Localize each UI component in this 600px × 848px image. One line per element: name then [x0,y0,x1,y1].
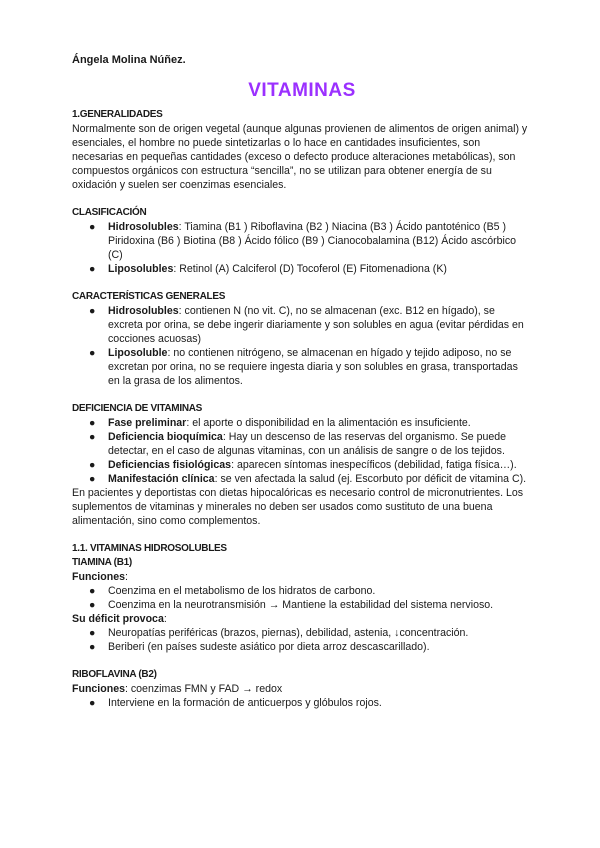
list-item [72,416,532,430]
bullet-icon: ● [89,585,96,597]
list-item-text: Interviene en la formación de anticuerpos y glóbulos rojos. [108,697,382,709]
list-item-text: : contienen N (no vit. C), no se almacenan (exc. B12 en hígado), se excreta por orina, se debe ingerir diariamente y son solubles en agua (evitar pérdidas en cocciones acuosas) [108,305,524,345]
list-item [72,584,532,598]
document-title: VITAMINAS [248,80,356,101]
list-item [72,430,532,458]
list-item-term: Fase preliminar [108,417,187,429]
riboflavina-funciones-line [72,682,532,696]
list-item [72,458,532,472]
bullet-icon: ● [89,305,96,317]
riboflavina-funciones-list [72,696,532,710]
deficit-label: Su déficit provoca [72,613,164,625]
tiamina-funciones-list [72,584,532,612]
bullet-icon: ● [89,599,96,611]
bullet-icon: ● [89,641,96,653]
list-item-text: : Tiamina (B1 ) Riboflavina (B2 ) Niacina (B3 ) Ácido pantoténico (B5 ) Piridoxina (B6 ) Biotina (B8 ) Ácido fólico (B9 ) Cianocobalamina (B12) Ácido ascórbico (C) [108,221,517,261]
list-item-term: Liposolubles [108,263,174,275]
list-item-term: Hidrosolubles [108,305,179,317]
document-body [72,53,532,710]
list-item-text: : se ven afectada la salud (ej. Escorbuto por déficit de vitamina C). [214,473,527,485]
bullet-icon: ● [89,417,96,429]
author-name: Ángela Molina Núñez. [72,54,186,66]
bullet-icon: ● [89,221,96,233]
list-item [72,598,532,612]
list-item-term: Deficiencia bioquímica [108,431,223,443]
subheading-tiamina: TIAMINA (B1) [72,557,132,568]
caracteristicas-list [72,304,532,388]
funciones-label: Funciones [72,683,125,695]
list-item [72,220,532,262]
deficiencia-list [72,416,532,486]
bullet-icon: ● [89,459,96,471]
bullet-icon: ● [89,347,96,359]
bullet-icon: ● [89,697,96,709]
list-item [72,626,532,640]
list-item-term: Manifestación clínica [108,473,215,485]
list-item-term: Deficiencias fisiológicas [108,459,232,471]
funciones-label: Funciones [72,571,125,583]
section-heading-generalidades: 1.GENERALIDADES [72,109,163,120]
list-item-text: : el aporte o disponibilidad en la alimentación es insuficiente. [186,417,471,429]
list-item-text: : aparecen síntomas inespecíficos (debilidad, fatiga física…). [231,459,517,471]
section-heading-caracteristicas: CARACTERÍSTICAS GENERALES [72,291,226,302]
bullet-icon: ● [89,473,96,485]
funciones-text: : coenzimas FMN y FAD → redox [124,683,283,695]
bullet-icon: ● [89,263,96,275]
generalidades-paragraph: Normalmente son de origen vegetal (aunque algunas provienen de alimentos de origen animal) y esenciales, el hombre no puede sintetizarlas o lo hace en cantidades insuficientes, son necesarias en pequeñas cantidades (exceso o defecto produce alteraciones metabólicas), son compuestos orgánicos con estructura “sencilla”, no se utilizan para obtener energía de su oxidación y suelen ser coenzimas esenciales. [72,123,528,191]
list-item [72,472,532,486]
tiamina-deficit-list [72,626,532,654]
funciones-suffix: : [124,571,128,583]
subheading-riboflavina: RIBOFLAVINA (B2) [72,669,157,680]
list-item-text: : no contienen nitrógeno, se almacenan en hígado y tejido adiposo, no se excretan por orina, no se requiere ingesta diaria y son solubles en grasa, transportadas en la grasa de los alimentos. [108,347,518,387]
list-item-text: Neuropatías periféricas (brazos, piernas), debilidad, astenia, ↓concentración. [108,627,469,639]
bullet-icon: ● [89,627,96,639]
tiamina-deficit-label [72,612,532,626]
deficit-suffix: : [163,613,167,625]
list-item-text: Beriberi (en países sudeste asiático por dieta arroz descascarillado). [108,641,430,653]
section-heading-clasificacion: CLASIFICACIÓN [72,207,147,218]
list-item [72,304,532,346]
section-heading-deficiencia: DEFICIENCIA DE VITAMINAS [72,403,203,414]
list-item-text: Coenzima en la neurotransmisión → Mantiene la estabilidad del sistema nervioso. [108,599,494,611]
list-item [72,262,532,276]
list-item-term: Liposoluble [108,347,168,359]
list-item [72,696,532,710]
tiamina-funciones-label [72,570,532,584]
list-item [72,640,532,654]
deficiencia-note: En pacientes y deportistas con dietas hipocalóricas es necesario control de micronutrientes. Los suplementos de vitaminas y minerales no deben ser usados como sustituto de una buena alimentación, sino como complementos. [72,487,524,527]
clasificacion-list [72,220,532,276]
list-item-text: : Hay un descenso de las reservas del organismo. Se puede detectar, en el caso de algunas vitaminas, con un análisis de sangre o de los tejidos. [108,431,507,457]
list-item [72,346,532,388]
list-item-text: : Retinol (A) Calciferol (D) Tocoferol (E) Fitomenadiona (K) [173,263,447,275]
list-item-text: Coenzima en el metabolismo de los hidratos de carbono. [108,585,376,597]
list-item-term: Hidrosolubles [108,221,179,233]
section-heading-hidrosolubles: 1.1. VITAMINAS HIDROSOLUBLES [72,543,227,554]
bullet-icon: ● [89,431,96,443]
